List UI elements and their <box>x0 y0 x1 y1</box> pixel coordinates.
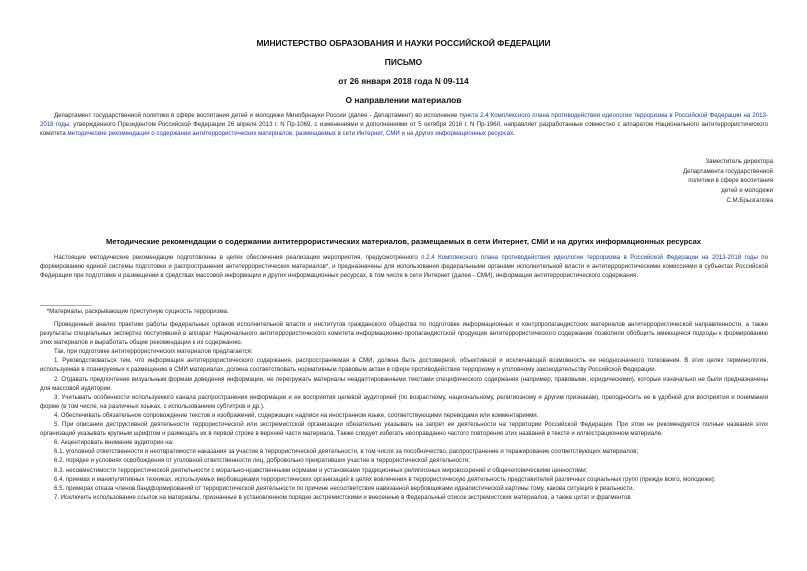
body-paragraph: 4. Обеспечивать обязательное сопровождение текстов и изображений, содержащих надписи на иностранном языке, соответствующими переводами или комментариями. <box>54 411 539 419</box>
body-paragraph: 6.1. уголовной ответственности и неотвратимости наказания за участие в террористической деятельности, в том числе за пособничество, распространение и тиражирование соответствующих материалов; <box>54 448 639 456</box>
footnote: _______________ *Материалы, раскрывающие преступную сущность терроризма. <box>40 299 229 316</box>
rec-intro-text-2: по формированию единой системы подготовки и распространения антитеррористических материалов*, и предназначены для использования федеральными органами исполнительной власти и антитеррористическими комиссиями в субъектах Российской Федерации при подготовке и размещении в средствах массовой информации и других информационных ресурсах, в том числе в сети Интернет (далее - СМИ), информации антитеррористического содержания. <box>40 254 768 280</box>
signature-line: С.М.Брызгалова <box>726 196 773 204</box>
body-paragraph: Так, при подготовке антитеррористических материалов предлагается: <box>54 348 253 356</box>
body-paragraph: 6.3. несовместимости террористической деятельности с морально-нравственными нормами и установками традиционных религиозных мировоззрений и общечеловеческими ценностями; <box>54 466 588 474</box>
complex-plan-link-2[interactable]: п.2.4 Комплексного плана противодействия идеологии терроризма в Российской Федерации на 2013-2018 годы <box>421 254 758 261</box>
body-paragraph: 6.2. порядке и условиях освобождения от уголовной ответственности лиц, добровольно прекративших участие в террористической деятельности; <box>54 457 470 465</box>
signature-line: Департамента государственной <box>683 167 773 175</box>
body-paragraph: Проведенный анализ практики работы федеральных органов исполнительной власти и институтов гражданского общества по подготовке информационных и контрпропагандистских материалов антитеррористической направленности, а также результаты специальных экспертиз поступившей в аппарат Национального антитеррористического комитета информационно-пропагандистской продукции антитеррористического содержания позволили обобщить имеющиеся подходы к формированию этих материалов и выработать общие рекомендации к их содержанию. <box>40 321 768 347</box>
signature-line: Заместитель директора <box>705 158 773 165</box>
rec-intro-text-1: Настоящие методические рекомендации подготовлены в целях обеспечения реализации мероприятия, предусмотренного <box>54 254 422 261</box>
body-paragraph: 3. Учитывать особенности используемого канала распространения информации и ее восприятия целевой аудиторией (по возрастному, национальному, религиозному и другим признакам), преподносить ее в удобной для восприятия и понимания форме (в том числе, на различных языках, с использованием субтитров и др.). <box>40 393 768 410</box>
signature-block <box>683 157 773 206</box>
body-paragraph: 2. Отдавать предпочтение визуальным формам доведения информации, не перегружать материалы неадаптированными текстами специфического содержания (например, правовыми, юридическими), которые изначально не были предназначены для массовой аудитории. <box>40 375 768 392</box>
signature-line: детей и молодежи <box>721 187 773 195</box>
body-paragraph: 6. Акцентировать внимание аудитории на: <box>54 439 174 447</box>
body-paragraph: 6.5. примерах отказа членов бандформирований от террористической деятельности по причине несоответствия навязанной вербовщиками идеалистической картины тому, какова ситуация в реальности. <box>54 484 635 492</box>
document-type: ПИСЬМО <box>384 57 423 67</box>
document-subject: О направлении материалов <box>345 95 462 105</box>
body-paragraph: 5. При описании деструктивной деятельности террористической или экстремистской организации обязательно указывать на запрет ее деятельности на территории Российской Федерации. При этом не рекомендуется полные названия этих организаций указывать крупным шрифтом и размещать их в первой строке в верхней части материала. Также следует избегать неоправданно частого повторения этих названий в тексте и иллюстрационном материале. <box>40 421 768 438</box>
recommendations-intro <box>40 253 768 280</box>
intro-text-1: Департамент государственной политики в сфере воспитания детей и молодежи Минобрнауки России (далее - Департамент) во исполнение <box>54 112 460 119</box>
body-paragraph: 7. Исключить использование ссылок на материалы, признанные в установленном порядке экстремистскими и внесенные в Федеральный список экстремистских материалов, а также цитат и фрагментов <box>54 493 631 501</box>
intro-paragraph <box>40 111 768 138</box>
complex-plan-link[interactable]: пункта 2.4 Комплексного плана противодействия идеологии терроризма в Российской Федерации на 2013-2018 годы <box>40 112 768 129</box>
body-paragraph: 1. Руководствоваться тем, что информация антитеррористического содержания, распространяемая в СМИ, должна быть достоверной, объективной и исключающей возможность ее неоднозначного толкования. В этих целях терминология, используемая в планируемых к размещению в СМИ материалах, должна соответствовать нормативным правовым актам в сфере противодействия терроризму и уголовному законодательству Российской Федерации. <box>40 357 768 374</box>
ministry-heading: МИНИСТЕРСТВО ОБРАЗОВАНИЯ И НАУКИ РОССИЙСКОЙ ФЕДЕРАЦИИ <box>256 38 551 48</box>
document-date-number: от 26 января 2018 года N 09-114 <box>338 76 469 86</box>
intro-text-2: , утвержденного Президентом Российской Федерации 26 апреля 2013 г. N Пр-1069, с изменениями и дополнениями от 5 октября 2016 г. N Пр-1960, направляет разработанные совместно с аппаратом Национального антитеррористического комитета <box>40 121 768 138</box>
body-paragraph: 6.4. приемах и манипулятивных техниках, используемых вербовщиками террористических организаций в целях вовлечения в террористическую деятельность представителей различных социальных групп (прежде всего, молодежи); <box>54 475 716 483</box>
recommendations-body <box>40 320 768 502</box>
recommendations-link[interactable]: методические рекомендации о содержании антитеррористических материалов, размещаемых в сети Интернет, СМИ и на других информационных ресурсах <box>67 130 514 138</box>
recommendations-title: Методические рекомендации о содержании антитеррористических материалов, размещаемых в сети Интернет, СМИ и на других информационных ресурсах <box>105 237 702 246</box>
intro-text-3: . <box>513 130 515 138</box>
signature-line: политики в сфере воспитания <box>688 177 773 185</box>
